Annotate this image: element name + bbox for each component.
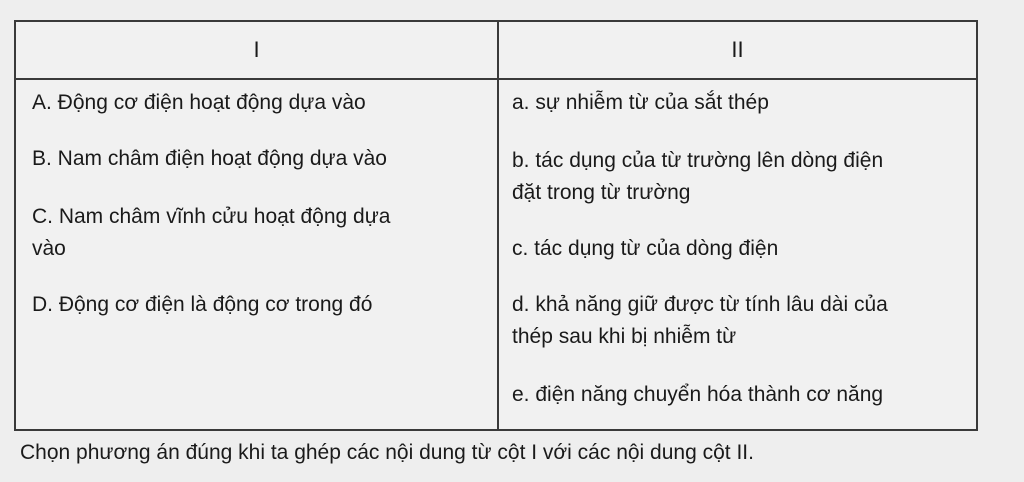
right-item-e: e. điện năng chuyển hóa thành cơ năng xyxy=(512,383,884,406)
column-header-i: I xyxy=(253,37,260,62)
left-item-c-line1: C. Nam châm vĩnh cửu hoạt động dựa xyxy=(32,205,391,228)
left-item-b: B. Nam châm điện hoạt động dựa vào xyxy=(32,147,387,170)
right-item-b-line2: đặt trong từ trường xyxy=(512,181,691,204)
right-item-d-line2: thép sau khi bị nhiễm từ xyxy=(512,325,737,348)
column-header-ii: II xyxy=(731,37,744,62)
matching-table xyxy=(14,20,978,431)
left-item-a: A. Động cơ điện hoạt động dựa vào xyxy=(32,91,366,114)
instruction-text: Chọn phương án đúng khi ta ghép các nội dung từ cột I với các nội dung cột II. xyxy=(20,441,754,464)
right-item-a: a. sự nhiễm từ của sắt thép xyxy=(512,91,769,114)
left-item-c-line2: vào xyxy=(32,237,66,260)
left-item-d: D. Động cơ điện là động cơ trong đó xyxy=(32,293,373,316)
right-item-d-line1: d. khả năng giữ được từ tính lâu dài của xyxy=(512,293,888,316)
column-divider xyxy=(497,22,499,429)
right-item-b-line1: b. tác dụng của từ trường lên dòng điện xyxy=(512,149,884,172)
right-item-c: c. tác dụng từ của dòng điện xyxy=(512,237,779,260)
header-divider xyxy=(16,78,976,80)
